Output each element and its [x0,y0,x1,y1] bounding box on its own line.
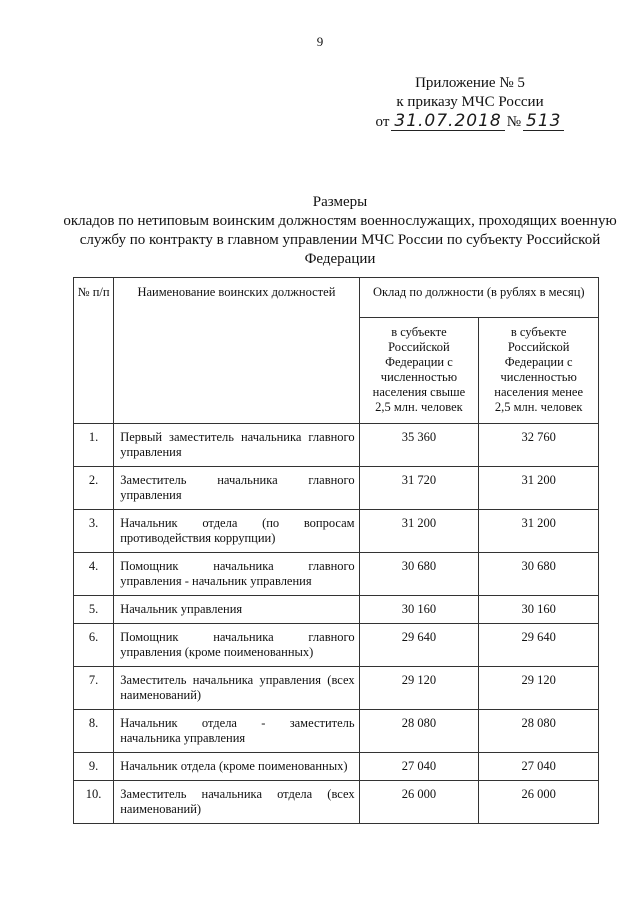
salary-over: 29 120 [359,667,479,710]
table-row [74,467,599,510]
date-prefix: от [375,114,390,130]
salary-under: 29 640 [479,624,599,667]
header-population-over: в субъекте Российской Федерации с численностью населения свыше 2,5 млн. человек [359,318,479,424]
appendix-block [375,74,562,132]
table-row [74,667,599,710]
position-name: Первый заместитель начальника главного управления [114,424,359,467]
salary-over: 31 720 [359,467,479,510]
handwritten-number: 513 [523,112,564,131]
table-row [74,753,599,781]
salary-under: 30 160 [479,596,599,624]
position-name: Начальник управления [114,596,359,624]
salary-under: 28 080 [479,710,599,753]
position-name: Начальник отдела - заместитель начальника управления [114,710,359,753]
header-salary: Оклад по должности (в рублях в месяц) [359,278,598,318]
table-row [74,510,599,553]
salary-under: 31 200 [479,510,599,553]
table-header-row [74,278,599,318]
document-title [60,193,620,269]
title-subheading: окладов по нетиповым воинским должностям военнослужащих, проходящих военную службу по контракту в главном управлении МЧС России по субъекту Российской Федерации [63,213,617,267]
row-number: 10. [74,781,114,824]
position-name: Заместитель начальника главного управления [114,467,359,510]
salary-under: 29 120 [479,667,599,710]
appendix-order-ref: к приказу МЧС России [396,94,544,110]
table-row [74,781,599,824]
salary-over: 27 040 [359,753,479,781]
row-number: 8. [74,710,114,753]
position-name: Заместитель начальника управления (всех наименований) [114,667,359,710]
number-prefix: № [506,114,522,130]
row-number: 1. [74,424,114,467]
salary-over: 35 360 [359,424,479,467]
salary-over: 30 680 [359,553,479,596]
position-name: Начальник отдела (кроме поименованных) [114,753,359,781]
page-number: 9 [316,34,324,49]
title-heading: Размеры [312,194,368,210]
row-number: 3. [74,510,114,553]
table-row [74,596,599,624]
table-row [74,553,599,596]
salary-under: 32 760 [479,424,599,467]
row-number: 9. [74,753,114,781]
row-number: 7. [74,667,114,710]
table-row [74,624,599,667]
position-name: Помощник начальника главного управления - начальник управления [114,553,359,596]
row-number: 4. [74,553,114,596]
header-population-under: в субъекте Российской Федерации с численностью населения менее 2,5 млн. человек [479,318,599,424]
table-row [74,424,599,467]
salary-over: 31 200 [359,510,479,553]
salary-over: 29 640 [359,624,479,667]
salary-over: 26 000 [359,781,479,824]
salary-over: 28 080 [359,710,479,753]
row-number: 2. [74,467,114,510]
header-number: № п/п [74,278,114,424]
position-name: Начальник отдела (по вопросам противодействия коррупции) [114,510,359,553]
handwritten-date: 31.07.2018 [391,112,504,131]
table-row [74,710,599,753]
appendix-title: Приложение № 5 [415,75,525,91]
salary-under: 27 040 [479,753,599,781]
salary-under: 31 200 [479,467,599,510]
row-number: 5. [74,596,114,624]
header-position-name: Наименование воинских должностей [114,278,359,424]
position-name: Заместитель начальника отдела (всех наименований) [114,781,359,824]
salary-under: 26 000 [479,781,599,824]
row-number: 6. [74,624,114,667]
position-name: Помощник начальника главного управления (кроме поименованных) [114,624,359,667]
salary-under: 30 680 [479,553,599,596]
salary-over: 30 160 [359,596,479,624]
appendix-date-number [375,111,562,132]
salary-table [73,277,599,824]
